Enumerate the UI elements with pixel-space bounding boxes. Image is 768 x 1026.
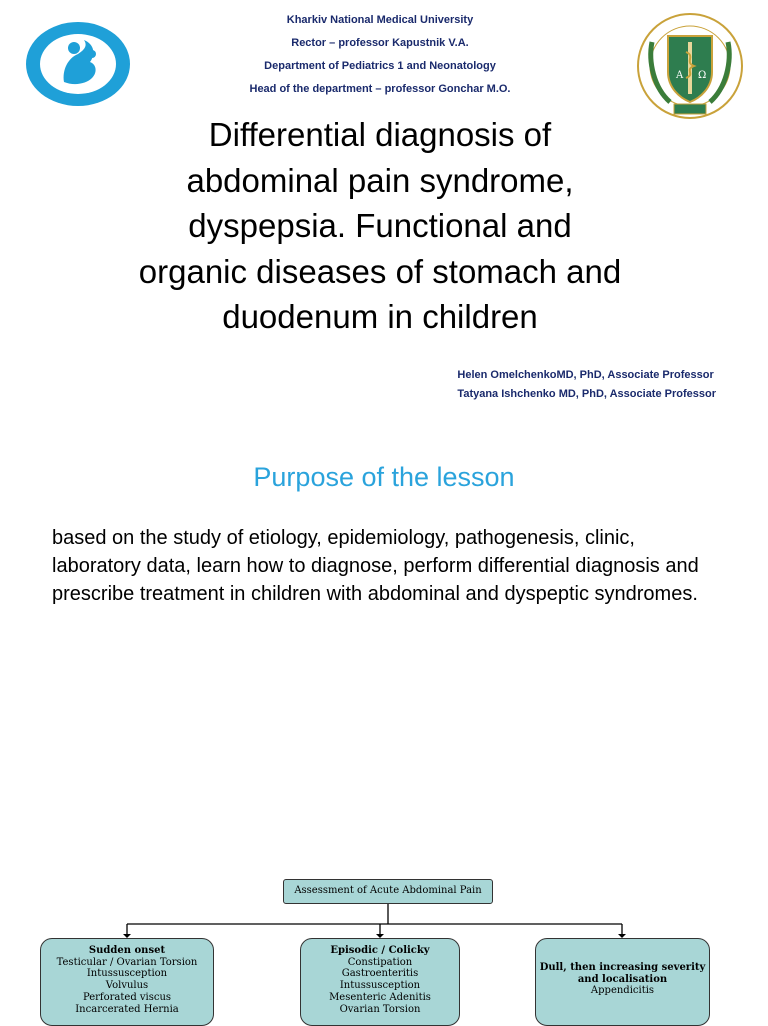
title-line: Differential diagnosis of bbox=[208, 116, 552, 153]
department-logo bbox=[24, 20, 132, 108]
presentation-title bbox=[60, 112, 700, 340]
node-item: Mesenteric Adenitis bbox=[329, 991, 431, 1003]
title-line: organic diseases of stomach and bbox=[138, 252, 622, 290]
node-item: Intussusception bbox=[86, 968, 168, 980]
flowchart-node-sudden-onset bbox=[40, 938, 214, 1026]
flowchart-node-dull bbox=[535, 938, 710, 1026]
institution-header bbox=[170, 12, 590, 104]
flowchart-node-episodic bbox=[300, 938, 460, 1026]
authors-block bbox=[457, 366, 716, 404]
node-item: Constipation bbox=[347, 956, 413, 968]
header-line-rector: Rector – professor Kapustnik V.A. bbox=[291, 37, 469, 49]
university-emblem bbox=[630, 12, 750, 120]
title-slide bbox=[0, 0, 768, 430]
node-item: Perforated viscus bbox=[82, 991, 172, 1003]
svg-text:A: A bbox=[676, 70, 684, 81]
author-line: Tatyana Ishchenko MD, PhD, Associate Professor bbox=[457, 388, 716, 400]
title-line: dyspepsia. Functional and bbox=[188, 207, 572, 244]
node-item: Gastroenteritis bbox=[341, 968, 419, 980]
node-heading: Sudden onset bbox=[88, 945, 166, 956]
node-item: Appendicitis bbox=[590, 985, 655, 997]
svg-text:Ω: Ω bbox=[698, 70, 707, 81]
purpose-heading: Purpose of the lesson bbox=[253, 462, 515, 492]
header-line-head: Head of the department – professor Gonchar M.O. bbox=[249, 83, 511, 95]
node-item: Intussusception bbox=[339, 980, 421, 992]
abdominal-pain-flowchart bbox=[0, 872, 768, 1024]
flowchart-root-node: Assessment of Acute Abdominal Pain bbox=[283, 879, 493, 904]
author-line: Helen OmelchenkoMD, PhD, Associate Professor bbox=[457, 369, 714, 381]
node-heading: Episodic / Colicky bbox=[330, 945, 430, 956]
node-item: Ovarian Torsion bbox=[339, 1003, 421, 1015]
header-line-department: Department of Pediatrics 1 and Neonatology bbox=[264, 60, 496, 72]
node-item: Testicular / Ovarian Torsion bbox=[56, 956, 198, 968]
purpose-text: based on the study of etiology, epidemiology, pathogenesis, clinic, laboratory data, learn how to diagnose, perform differential diagnosis and prescribe treatment in children with abdominal and dyspeptic syndromes. bbox=[52, 527, 699, 605]
header-line-university: Kharkiv National Medical University bbox=[286, 14, 474, 26]
node-item: Volvulus bbox=[105, 980, 149, 992]
node-heading: Dull, then increasing severity and localisation bbox=[539, 962, 706, 985]
title-line: duodenum in children bbox=[222, 298, 538, 335]
node-item: Incarcerated Hernia bbox=[75, 1003, 179, 1015]
title-line: abdominal pain syndrome, bbox=[186, 161, 574, 199]
